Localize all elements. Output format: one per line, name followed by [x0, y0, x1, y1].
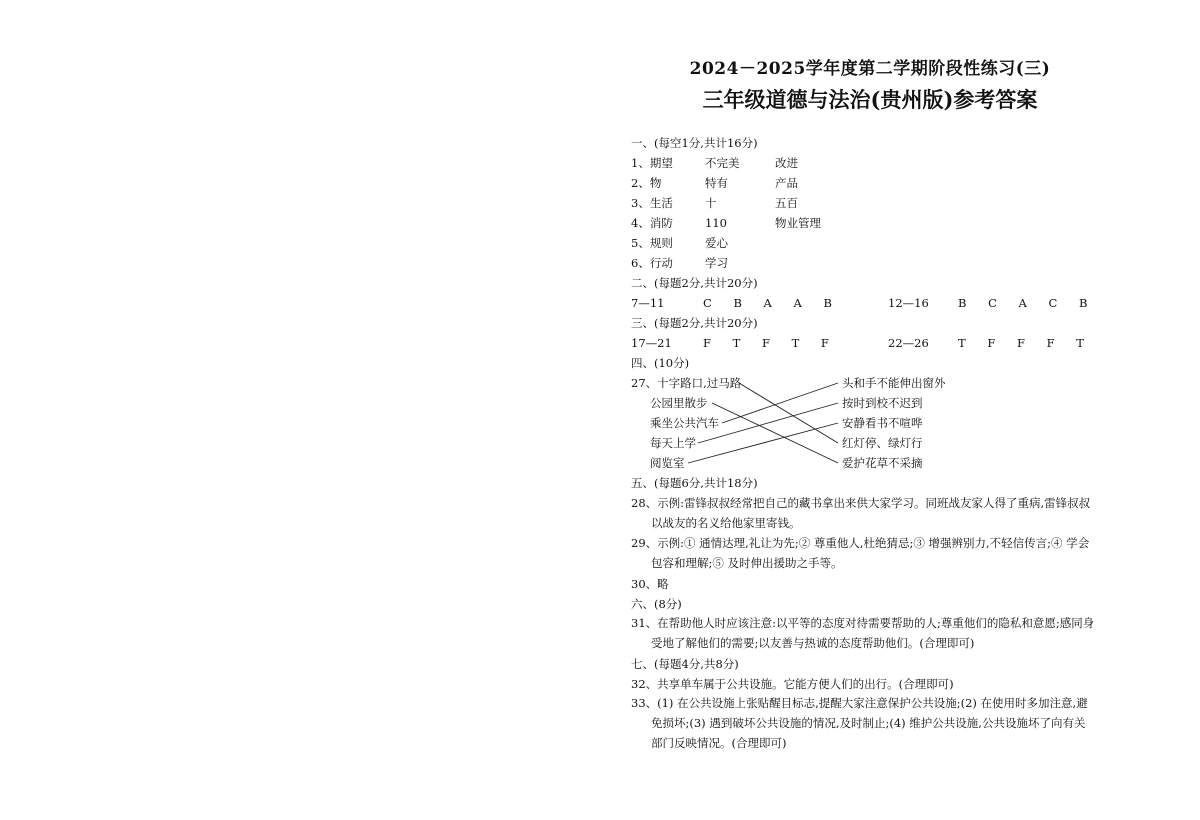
s1-row6-num: 6、行动	[631, 256, 673, 270]
s1-row1-b: 改进	[775, 156, 798, 170]
q33-line3: 部门反映情况。(合理即可)	[651, 736, 787, 750]
match-left-1: 27、十字路口,过马路	[631, 376, 742, 390]
s3-range1: 17—21	[631, 336, 672, 350]
match-right-4: 红灯停、绿灯行	[842, 436, 923, 450]
s1-row1-num: 1、期望	[631, 156, 673, 170]
match-line-5	[688, 423, 838, 463]
q28-line1: 28、示例:雷锋叔叔经常把自己的藏书拿出来供大家学习。同班战友家人得了重病,雷锋叔叔	[631, 496, 1091, 510]
s1-row4-num: 4、消防	[631, 216, 673, 230]
s2-range2: 12—16	[888, 296, 929, 310]
q29-line1: 29、示例:① 通情达理,礼让为先;② 尊重他人,杜绝猜忌;③ 增强辨别力,不轻信传言;④ 学会	[631, 536, 1090, 550]
match-right-5: 爱护花草不采摘	[842, 456, 923, 470]
s1-row5-num: 5、规则	[631, 236, 673, 250]
match-line-1	[739, 383, 838, 443]
q31-answer	[631, 613, 1109, 653]
s1-row5-a: 爱心	[705, 236, 728, 250]
match-right-3: 安静看书不喧哗	[842, 416, 923, 430]
s1-row6-a: 学习	[705, 256, 728, 270]
s1-row3-b: 五百	[775, 196, 798, 210]
s1-row4-b: 物业管理	[775, 216, 821, 230]
q31-line2: 受地了解他们的需要;以友善与热诚的态度帮助他们。(合理即可)	[651, 636, 975, 650]
section4-heading: 四、(10分)	[631, 356, 690, 370]
s1-row4-a: 110	[705, 216, 727, 230]
match-line-2	[712, 403, 838, 463]
q33-line1: 33、(1) 在公共设施上张贴醒目标志,提醒大家注意保护公共设施;(2) 在使用时多加注意,避	[631, 696, 1088, 710]
s2-answers1: C B A A B	[703, 296, 841, 310]
s1-row3-a: 十	[705, 196, 717, 210]
s3-answers1: F T F T F	[703, 336, 838, 350]
match-right-2: 按时到校不迟到	[842, 396, 923, 410]
q29-line2: 包容和理解;⑤ 及时伸出援助之手等。	[651, 556, 843, 570]
s1-row3-num: 3、生活	[631, 196, 673, 210]
q33-line2: 免损坏;(3) 遇到破坏公共设施的情况,及时制止;(4) 维护公共设施,公共设施坏了向有关	[651, 716, 1086, 730]
section1-heading: 一、(每空1分,共计16分)	[631, 136, 758, 150]
match-left-3: 乘坐公共汽车	[650, 416, 719, 430]
doc-title-line1: 2024－2025学年度第二学期阶段性练习(三)	[689, 59, 1051, 79]
s3-answers2: T F F F T	[958, 336, 1093, 350]
q28-line2: 以战友的名义给他家里寄钱。	[651, 516, 801, 530]
match-line-4	[698, 403, 838, 443]
q33-answer	[631, 693, 1109, 753]
doc-title-line2: 三年级道德与法治(贵州版)参考答案	[702, 87, 1038, 112]
q32-answer: 32、共享单车属于公共设施。它能方便人们的出行。(合理即可)	[631, 677, 954, 691]
q28-answer	[631, 493, 1109, 533]
section6-heading: 六、(8分)	[631, 597, 682, 611]
match-left-5: 阅览室	[650, 456, 685, 470]
section2-heading: 二、(每题2分,共计20分)	[631, 276, 758, 290]
s1-row1-a: 不完美	[705, 156, 740, 170]
section3-heading: 三、(每题2分,共计20分)	[631, 316, 758, 330]
section5-heading: 五、(每题6分,共计18分)	[631, 476, 758, 490]
match-right-1: 头和手不能伸出窗外	[842, 376, 946, 390]
match-left-4: 每天上学	[650, 436, 696, 450]
s1-row2-num: 2、物	[631, 176, 662, 190]
q30-answer: 30、略	[631, 577, 669, 591]
section7-heading: 七、(每题4分,共8分)	[631, 657, 739, 671]
s3-range2: 22—26	[888, 336, 929, 350]
match-left-2: 公园里散步	[650, 396, 708, 410]
match-line-3	[722, 383, 838, 423]
s2-range1: 7—11	[631, 296, 665, 310]
s2-answers2: B C A C B	[958, 296, 1097, 310]
q31-line1: 31、在帮助他人时应该注意:以平等的态度对待需要帮助的人;尊重他们的隐私和意愿;感同身	[631, 616, 1095, 630]
s1-row2-b: 产品	[775, 176, 798, 190]
q29-answer	[631, 533, 1109, 573]
s1-row2-a: 特有	[705, 176, 728, 190]
